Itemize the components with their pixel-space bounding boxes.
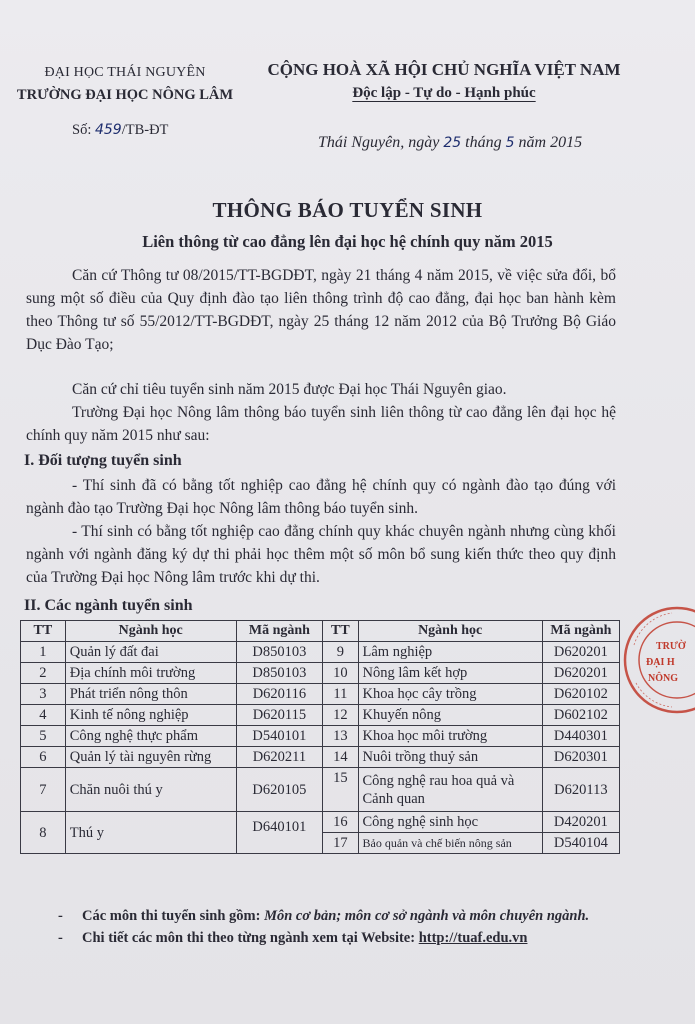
stamp-text: TRƯỜ [656, 641, 686, 652]
major-name: Bảo quản và chế biến nông sản [358, 833, 542, 854]
row-number: 17 [323, 833, 358, 854]
row-number: 9 [323, 642, 358, 663]
major-code: D620301 [542, 747, 619, 768]
document-title: THÔNG BÁO TUYỂN SINH [212, 198, 483, 222]
note-website: - Chi tiết các môn thi theo từng ngành xem tại Website: http://tuaf.edu.vn [58, 930, 528, 946]
date-month-label: tháng [465, 134, 502, 151]
table-row [21, 705, 620, 726]
table-header-row [21, 621, 620, 642]
table-row [21, 747, 620, 768]
major-code: D850103 [236, 663, 323, 684]
table-row [21, 663, 620, 684]
document-number [72, 122, 168, 139]
website-link[interactable]: http://tuaf.edu.vn [418, 930, 528, 946]
major-name: Khuyến nông [358, 705, 542, 726]
section-heading-eligibility: I. Đối tượng tuyển sinh [24, 452, 182, 469]
section-heading-majors: II. Các ngành tuyển sinh [24, 597, 193, 614]
eligibility-item: - Thí sinh đã có bằng tốt nghiệp cao đẳng hệ chính quy có ngành đào tạo đúng với ngành đào tạo Trường Đại học Nông lâm thông báo tuyển sinh. [26, 477, 616, 517]
date-day: 25 [443, 135, 462, 151]
row-number: 12 [323, 705, 358, 726]
major-name: Địa chính môi trường [65, 663, 236, 684]
majors-table [20, 620, 620, 854]
row-number: 13 [323, 726, 358, 747]
paragraph-legal-basis: Căn cứ Thông tư 08/2015/TT-BGDĐT, ngày 21 tháng 4 năm 2015, về việc sửa đổi, bổ sung một số điều của Quy định đào tạo liên thông trình độ cao đẳng, đại học ban hành kèm theo Thông tư số 55/2012/TT-BGDĐT, ngày 25 tháng 12 năm 2012 của Bộ Trưởng Bộ Giáo Dục Đào Tạo; [26, 267, 616, 353]
major-code: D620115 [236, 705, 323, 726]
row-number: 3 [21, 684, 66, 705]
doc-number-prefix: Số: [72, 122, 92, 138]
row-number: 5 [21, 726, 66, 747]
date-month: 5 [505, 135, 515, 151]
official-seal-stamp [622, 605, 695, 715]
major-code: D620116 [236, 684, 323, 705]
major-code: D640101 [236, 812, 323, 854]
date-year: năm 2015 [518, 134, 583, 151]
major-name: Nông lâm kết hợp [358, 663, 542, 684]
notes-block [58, 906, 618, 950]
university-name: ĐẠI HỌC THÁI NGUYÊN [44, 65, 206, 80]
stamp-text: ĐẠI H [646, 657, 675, 668]
major-code: D420201 [542, 812, 619, 833]
major-name: Thú y [65, 812, 236, 854]
eligibility-item: - Thí sinh có bằng tốt nghiệp cao đẳng chính quy khác chuyên ngành nhưng cùng khối ngành với ngành đăng ký dự thi phải học thêm một số môn bổ sung kiến thức theo quy định của Trường Đại học Nông lâm trước khi dự thi. [26, 523, 616, 586]
document-subtitle: Liên thông từ cao đẳng lên đại học hệ chính quy năm 2015 [142, 232, 553, 251]
row-number: 14 [323, 747, 358, 768]
major-code: D620211 [236, 747, 323, 768]
table-row [21, 684, 620, 705]
note-value: Môn cơ bản; môn cơ sở ngành và môn chuyên ngành. [264, 908, 590, 924]
column-header: Mã ngành [236, 621, 323, 642]
note-label: Các môn thi tuyển sinh gồm: [82, 908, 261, 924]
note-label: Chi tiết các môn thi theo từng ngành xem tại Website: [82, 930, 416, 946]
major-name: Công nghệ rau hoa quả và Cảnh quan [358, 768, 542, 812]
table-row [21, 768, 620, 812]
major-name: Phát triển nông thôn [65, 684, 236, 705]
column-header: TT [21, 621, 66, 642]
column-header: Mã ngành [542, 621, 619, 642]
major-name: Khoa học môi trường [358, 726, 542, 747]
paragraph-quota: Căn cứ chỉ tiêu tuyển sinh năm 2015 được Đại học Thái Nguyên giao. [72, 381, 507, 398]
paragraph-announcement: Trường Đại học Nông lâm thông báo tuyển sinh liên thông từ cao đẳng lên đại học hệ chính quy năm 2015 như sau: [26, 404, 616, 444]
row-number: 16 [323, 812, 358, 833]
school-name: TRƯỜNG ĐẠI HỌC NÔNG LÂM [16, 87, 234, 103]
date-place: Thái Nguyên, ngày [318, 134, 440, 151]
major-code: D850103 [236, 642, 323, 663]
nation-name: CỘNG HOÀ XÃ HỘI CHỦ NGHĨA VIỆT NAM [267, 60, 621, 79]
major-code: D440301 [542, 726, 619, 747]
major-code: D620201 [542, 663, 619, 684]
row-number: 6 [21, 747, 66, 768]
major-code: D602102 [542, 705, 619, 726]
row-number: 15 [323, 768, 358, 812]
major-code: D620113 [542, 768, 619, 812]
major-name: Lâm nghiệp [358, 642, 542, 663]
major-name: Nuôi trồng thuỷ sản [358, 747, 542, 768]
row-number: 7 [21, 768, 66, 812]
major-code: D540104 [542, 833, 619, 854]
row-number: 10 [323, 663, 358, 684]
major-name: Quản lý đất đai [65, 642, 236, 663]
row-number: 11 [323, 684, 358, 705]
major-name: Khoa học cây trồng [358, 684, 542, 705]
row-number: 8 [21, 812, 66, 854]
row-number: 2 [21, 663, 66, 684]
major-code: D620102 [542, 684, 619, 705]
table-row [21, 812, 620, 833]
major-code: D620201 [542, 642, 619, 663]
major-code: D620105 [236, 768, 323, 812]
stamp-text: NÔNG [648, 673, 678, 684]
row-number: 4 [21, 705, 66, 726]
doc-number-suffix: /TB-ĐT [121, 122, 169, 138]
table-row [21, 642, 620, 663]
doc-number-handwritten: 459 [94, 122, 122, 138]
national-motto: Độc lập - Tự do - Hạnh phúc [352, 85, 536, 101]
national-header [258, 58, 630, 104]
table-row [21, 726, 620, 747]
column-header: Ngành học [358, 621, 542, 642]
major-name: Chăn nuôi thú y [65, 768, 236, 812]
row-number: 1 [21, 642, 66, 663]
issuer-block [0, 62, 250, 106]
column-header: Ngành học [65, 621, 236, 642]
major-name: Công nghệ sinh học [358, 812, 542, 833]
major-name: Công nghệ thực phẩm [65, 726, 236, 747]
note-exam-subjects: - Các môn thi tuyển sinh gồm: Môn cơ bản; môn cơ sở ngành và môn chuyên ngành. [58, 908, 590, 924]
major-code: D540101 [236, 726, 323, 747]
column-header: TT [323, 621, 358, 642]
major-name: Kinh tế nông nghiệp [65, 705, 236, 726]
major-name: Quản lý tài nguyên rừng [65, 747, 236, 768]
date-line [318, 134, 582, 152]
